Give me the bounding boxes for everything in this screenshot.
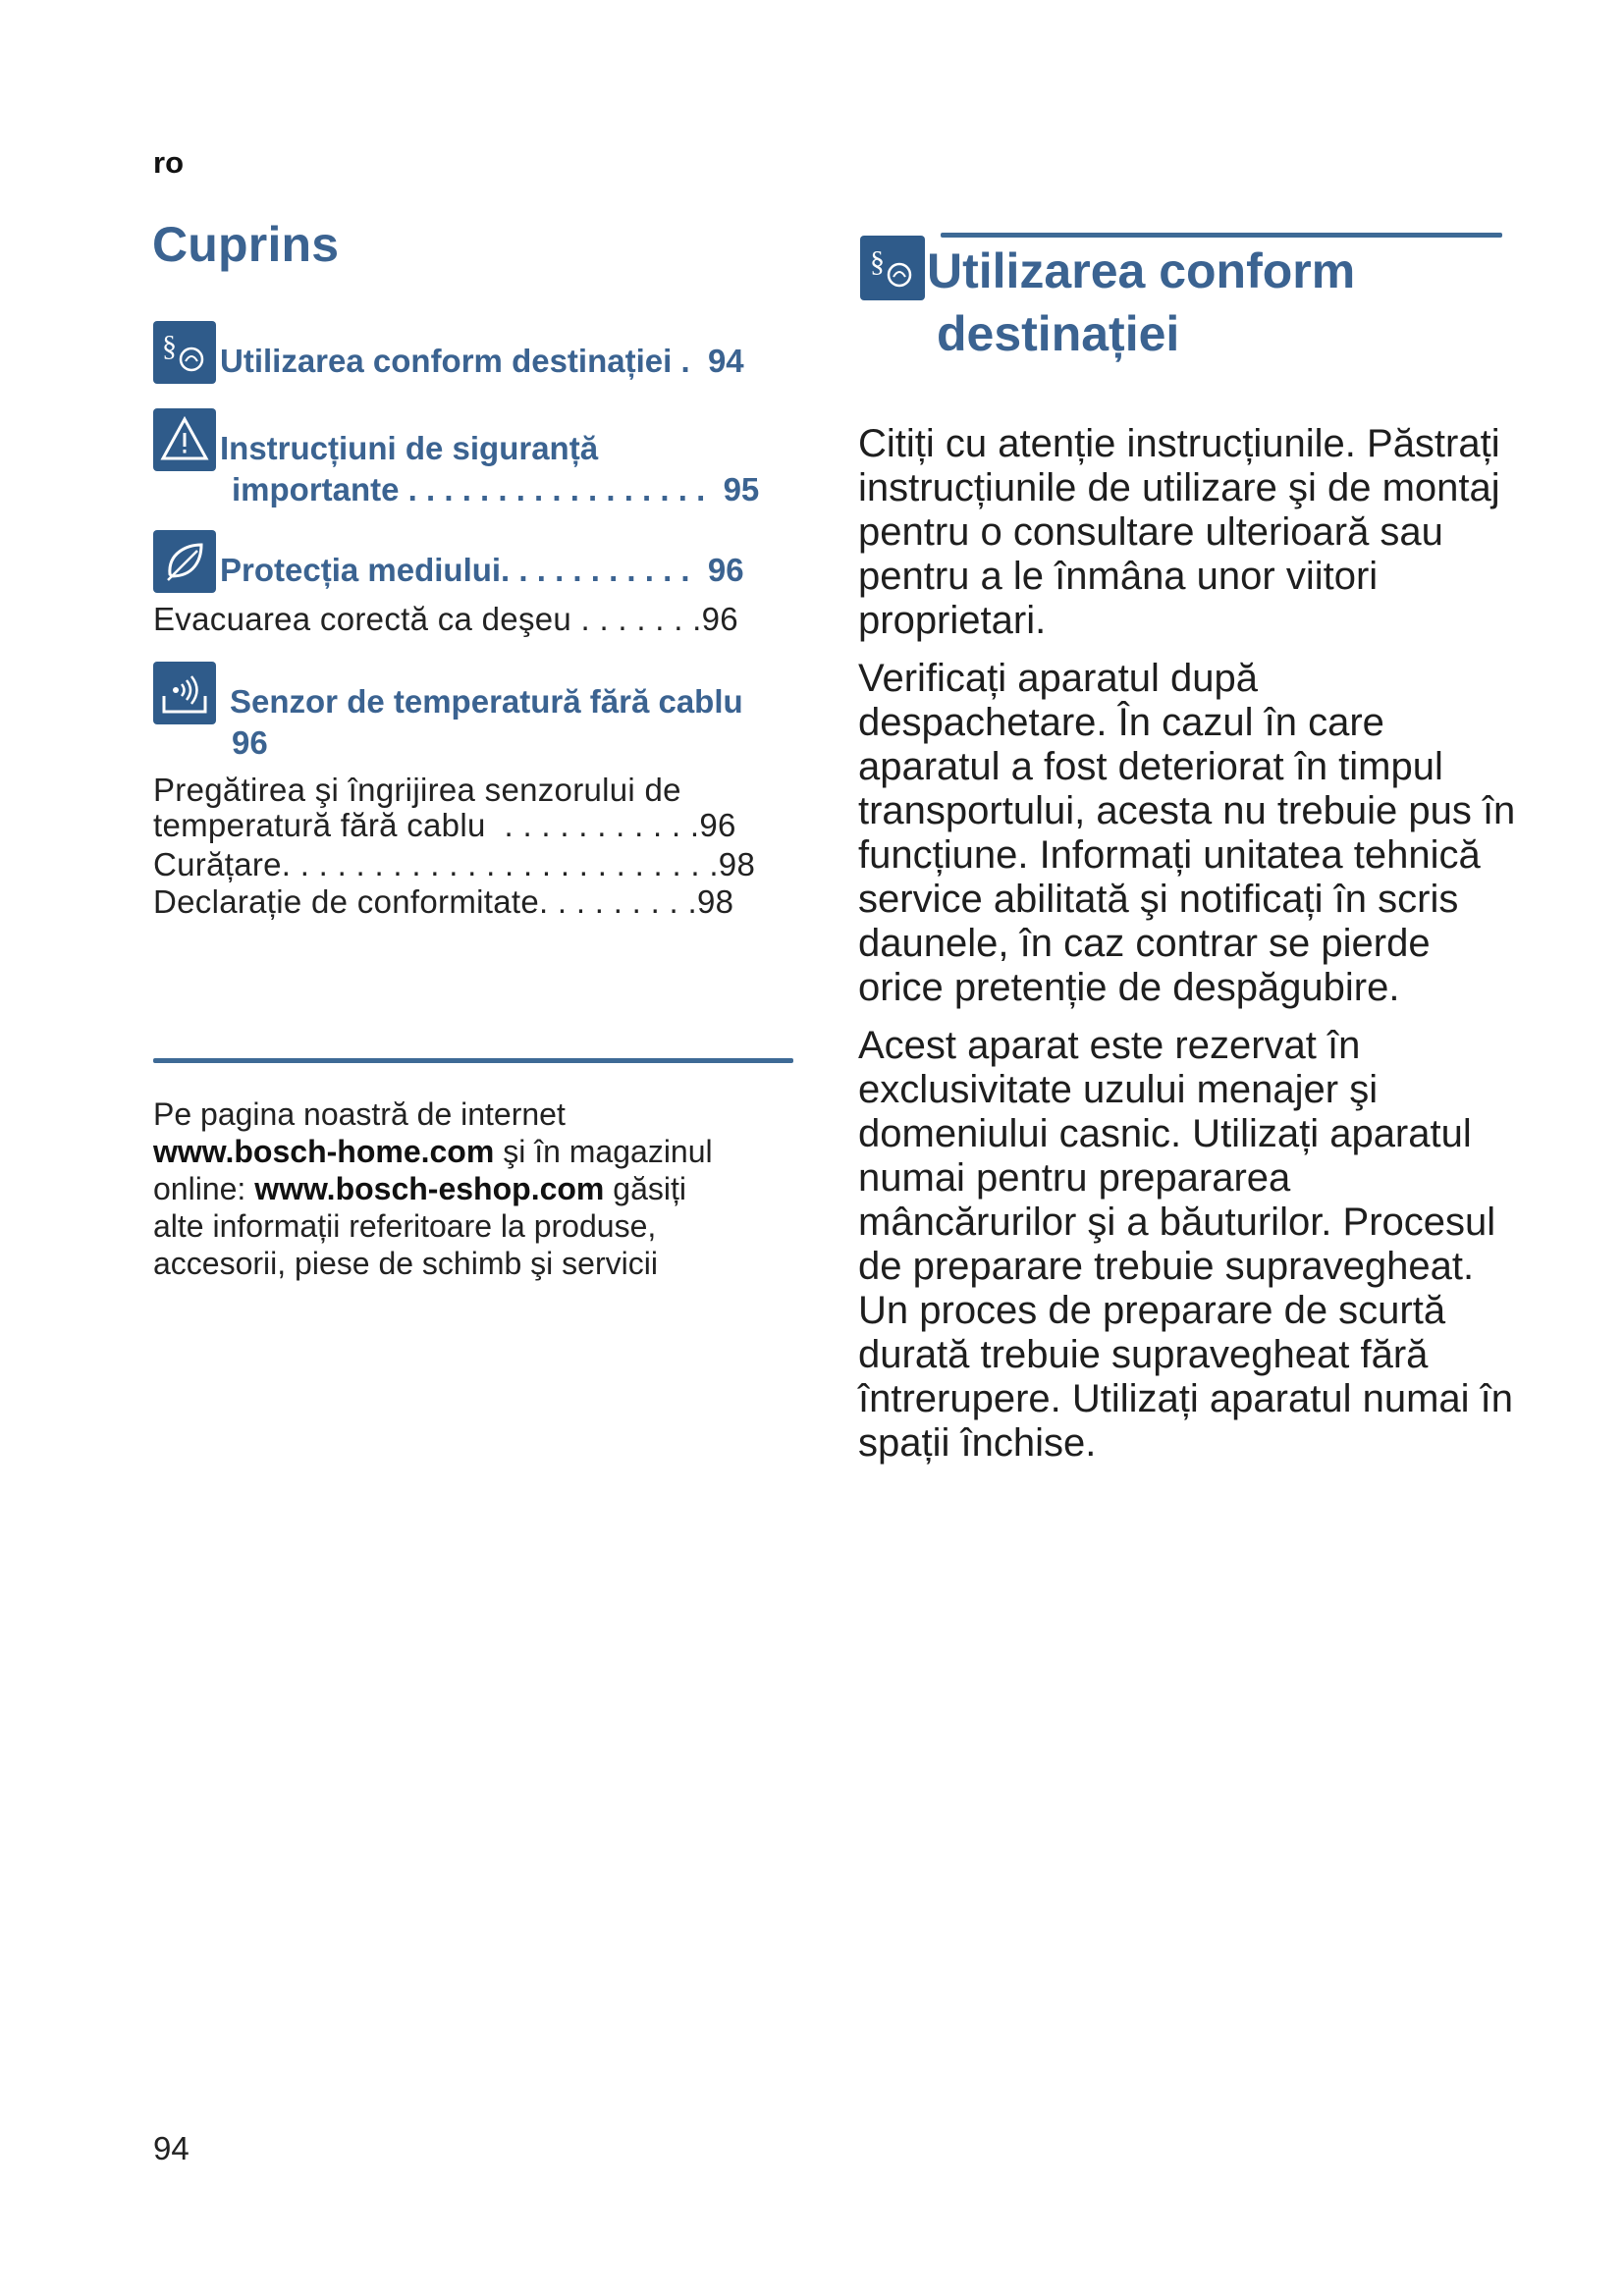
section-body bbox=[858, 422, 1516, 1479]
link-bosch-home[interactable]: www.bosch-home.com bbox=[153, 1134, 495, 1169]
section-title-line1: Utilizarea conform bbox=[927, 243, 1356, 298]
svg-text:§: § bbox=[162, 330, 177, 362]
section-hand-icon bbox=[153, 321, 216, 384]
note-text: accesorii, piese de schimb şi servicii bbox=[153, 1246, 658, 1281]
note-text: şi în magazinul bbox=[494, 1134, 713, 1169]
toc-sub-disposal[interactable]: Evacuarea corectă ca deşeu . . . . . . .96 bbox=[153, 601, 738, 637]
toc-sub-cleaning[interactable]: Curățare. . . . . . . . . . . . . . . . . . . . . . . .98 bbox=[153, 846, 756, 882]
toc-title: Cuprins bbox=[152, 217, 340, 272]
toc-entry-usage[interactable]: Utilizarea conform destinației . 94 bbox=[220, 343, 744, 379]
note-text: alte informații referitoare la produse, bbox=[153, 1208, 657, 1244]
toc-entry-sensor-l1[interactable]: Senzor de temperatură fără cablu bbox=[230, 683, 743, 720]
toc-sub-preparation-l1[interactable]: Pregătirea şi îngrijirea senzorului de bbox=[153, 772, 681, 808]
toc-entry-safety-l2[interactable]: importante . . . . . . . . . . . . . . . . . 95 bbox=[232, 471, 760, 507]
website-note bbox=[153, 1095, 801, 1282]
toc-sub-preparation-l2[interactable]: temperatură fără cablu . . . . . . . . . . .96 bbox=[153, 807, 736, 843]
toc-sub-declaration[interactable]: Declarație de conformitate. . . . . . . . .98 bbox=[153, 883, 734, 920]
toc-entry-safety-l1[interactable]: Instrucțiuni de siguranță bbox=[220, 430, 599, 466]
paragraph: Verificați aparatul după despachetare. În cazul în care aparatul a fost deteriorat în timpul transportului, acesta nu trebuie pus în funcțiune. Informați unitatea tehnică service abilitată şi notificați în scris daunele, în caz contrar se pierde orice pretenție de despăgubire. bbox=[858, 657, 1516, 1009]
divider bbox=[153, 1058, 793, 1063]
section-hand-icon bbox=[860, 236, 925, 300]
wireless-sensor-icon bbox=[153, 662, 216, 724]
section-title bbox=[927, 240, 1516, 365]
paragraph: Citiți cu atenție instrucțiunile. Păstrați instrucțiunile de utilizare şi de montaj pentru o consultare ulterioară sau pentru a le înmâna unor viitori proprietari. bbox=[858, 422, 1500, 642]
language-code: ro bbox=[153, 145, 184, 180]
warning-triangle-icon bbox=[153, 408, 216, 471]
note-text: Pe pagina noastră de internet bbox=[153, 1096, 566, 1132]
leaf-icon bbox=[153, 530, 216, 593]
paragraph: Acest aparat este rezervat în exclusivitate uzului menajer şi domeniului casnic. Utilizați aparatul numai pentru prepararea mâncărurilor şi a băuturilor. Procesul de preparare trebuie supravegheat. Un proces de preparare de scurtă durată trebuie supravegheat fără întrerupere. Utilizați aparatul numai în spații închise. bbox=[858, 1024, 1513, 1465]
toc-entry-environment[interactable]: Protecția mediului. . . . . . . . . . . 96 bbox=[220, 552, 744, 588]
svg-text:§: § bbox=[870, 245, 885, 278]
link-bosch-eshop[interactable]: www.bosch-eshop.com bbox=[254, 1171, 605, 1206]
note-text: online: bbox=[153, 1171, 255, 1206]
section-title-line2: destinației bbox=[937, 306, 1180, 361]
note-text: găsiți bbox=[604, 1171, 686, 1206]
section-rule bbox=[941, 233, 1502, 238]
page-number: 94 bbox=[153, 2130, 189, 2166]
toc-entry-sensor-l2[interactable]: 96 bbox=[232, 724, 268, 761]
